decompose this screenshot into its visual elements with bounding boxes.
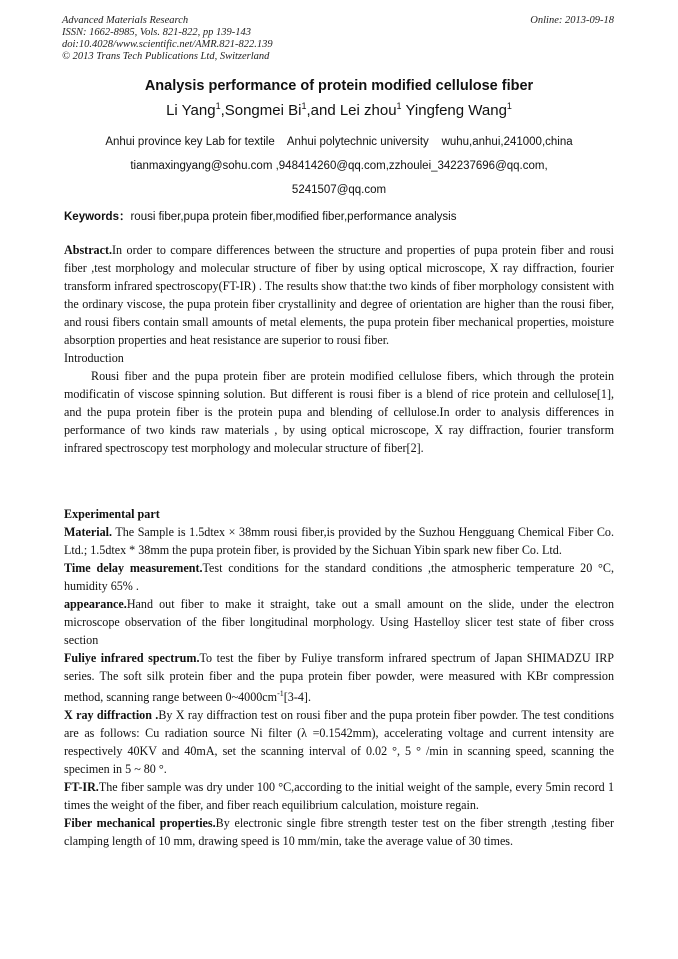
mechanical-label: Fiber mechanical properties.: [64, 816, 216, 831]
material-label: Material.: [64, 525, 113, 539]
introduction-heading: Introduction: [64, 351, 124, 365]
author-name: ,and Lei zhou: [306, 102, 397, 119]
experimental-heading: Experimental part: [64, 507, 160, 521]
journal-header: [62, 15, 614, 63]
author-affiliation-mark: 1: [506, 101, 512, 111]
author-name: Li Yang: [166, 102, 216, 119]
copyright-line: © 2013 Trans Tech Publications Ltd, Switzerland: [62, 51, 270, 62]
keywords-separator: ：: [118, 211, 131, 223]
abstract-paragraph: [64, 241, 614, 349]
author-affiliation-mark: 1: [396, 101, 402, 111]
abstract-text: In order to compare differences between the structure and properties of pupa protein fiber and rousi fiber ,test morphology and molecular structure of fiber by using optical microscope, X ray diffraction, fourier transform infrared spectroscopy(FT-IR) . The results show that:the two kinds of fiber morphology consistent with the ordinary viscose, the pupa protein fiber crystallinity and degree of orientation are higher than the rousi fiber, and rousi fibers contain small amounts of metal elements, the pupa protein fiber mechanical properties, moisture absorption properties and heat resistance are superior to rousi fiber.: [64, 243, 614, 347]
author-name: Yingfeng Wang: [401, 102, 507, 119]
material-paragraph: Material. The Sample is 1.5dtex × 38mm rousi fiber,is provided by the Suzhou Hengguang Chemical Fiber Co. Ltd.; 1.5dtex * 38mm the pupa protein fiber, is provided by the Sichuan Yibin spark new fiber Co. Ltd.: [64, 525, 614, 557]
main-text: [64, 241, 614, 457]
xray-label: X ray diffraction .: [64, 708, 159, 723]
paper-title: Analysis performance of protein modified cellulose fiber: [144, 78, 534, 94]
author-list: [0, 101, 678, 119]
appearance-label: appearance.: [64, 597, 127, 611]
author-affiliation-mark: 1: [301, 101, 307, 111]
doi-line: doi:10.4028/www.scientific.net/AMR.821-822.139: [62, 39, 273, 50]
fuliye-label: Fuliye infrared spectrum.: [64, 651, 200, 665]
journal-name: Advanced Materials Research: [62, 15, 189, 26]
keywords-text: rousi fiber,pupa protein fiber,modified fiber,performance analysis: [130, 211, 457, 223]
affiliation: Anhui province key Lab for textile Anhui polytechnic university wuhu,anhui,241000,china: [105, 136, 573, 148]
author-emails: tianmaxingyang@sohu.com ,948414260@qq.com,zzhoulei_342237696@qq.com,: [130, 160, 548, 172]
time-delay-paragraph: Time delay measurement.Test conditions for the standard conditions ,the atmospheric temperature 20 °C, humidity 65% .: [64, 561, 614, 593]
online-date: Online: 2013-09-18: [530, 15, 614, 26]
appearance-paragraph: appearance.Hand out fiber to make it straight, take out a small amount on the slide, under the electron microscope observation of the fiber longitudinal morphology. Using Hastelloy slicer test state of fiber cross section: [64, 597, 614, 647]
xray-paragraph: X ray diffraction .By X ray diffraction test on rousi fiber and the pupa protein fiber powder. The test conditions are as follows: Cu radiation source Ni filter (λ =0.1542mm), accelerating voltage and current intensity are respectively 40KV and 40mA, set the scanning interval of 0.02 °, 5 ° /min in scanning speed, scanning the specimen in 5 ~ 80 °.: [64, 708, 614, 777]
fuliye-paragraph: Fuliye infrared spectrum.To test the fiber by Fuliye transform infrared spectrum of Japan SHIMADZU IRP series. The soft silk protein fiber and the pupa protein fiber powder, were measured with KBr compression method, scanning range between $0\sim 4000cm^{-1}[3-4]$.: [64, 651, 614, 705]
introduction-paragraph: Rousi fiber and the pupa protein fiber are protein modified cellulose fibers, which through the protein modificatin of viscose spinning solution. But different is rousi fiber is a blend of rice protein and cellulose[1], and the pupa protein fiber is the protein pupa and blending of cellulose.In order to analysis differences in performance of two kinds raw materials , by using optical microscope, X ray diffraction, fourier transform infrared spectroscopy test morphology and molecular structure of fiber[2].: [64, 369, 614, 455]
issn-line: ISSN: 1662-8985, Vols. 821-822, pp 139-143: [62, 27, 251, 38]
ftir-paragraph: FT-IR.The fiber sample was dry under 100 °C,according to the initial weight of the sample, every 5min record 1 times the weight of the fiber, and fiber reach equilibrium calculation, moisture regain.: [64, 780, 614, 813]
ftir-label: FT-IR.: [64, 780, 99, 795]
abstract-label: Abstract.: [64, 243, 113, 257]
time-delay-label: Time delay measurement.: [64, 561, 203, 575]
keywords: [64, 208, 624, 224]
author-name: ,Songmei Bi: [220, 102, 302, 119]
keywords-label: Keywords: [64, 211, 119, 223]
experimental-section: [64, 505, 614, 850]
author-emails-continued: 5241507@qq.com: [291, 184, 387, 196]
author-affiliation-mark: 1: [215, 101, 221, 111]
mechanical-paragraph: Fiber mechanical properties.By electronic single fibre strength tester test on the fiber strength ,testing fiber clamping length of 10 mm, drawing speed is 10 mm/min, take the average value of 30 times.: [64, 816, 614, 849]
